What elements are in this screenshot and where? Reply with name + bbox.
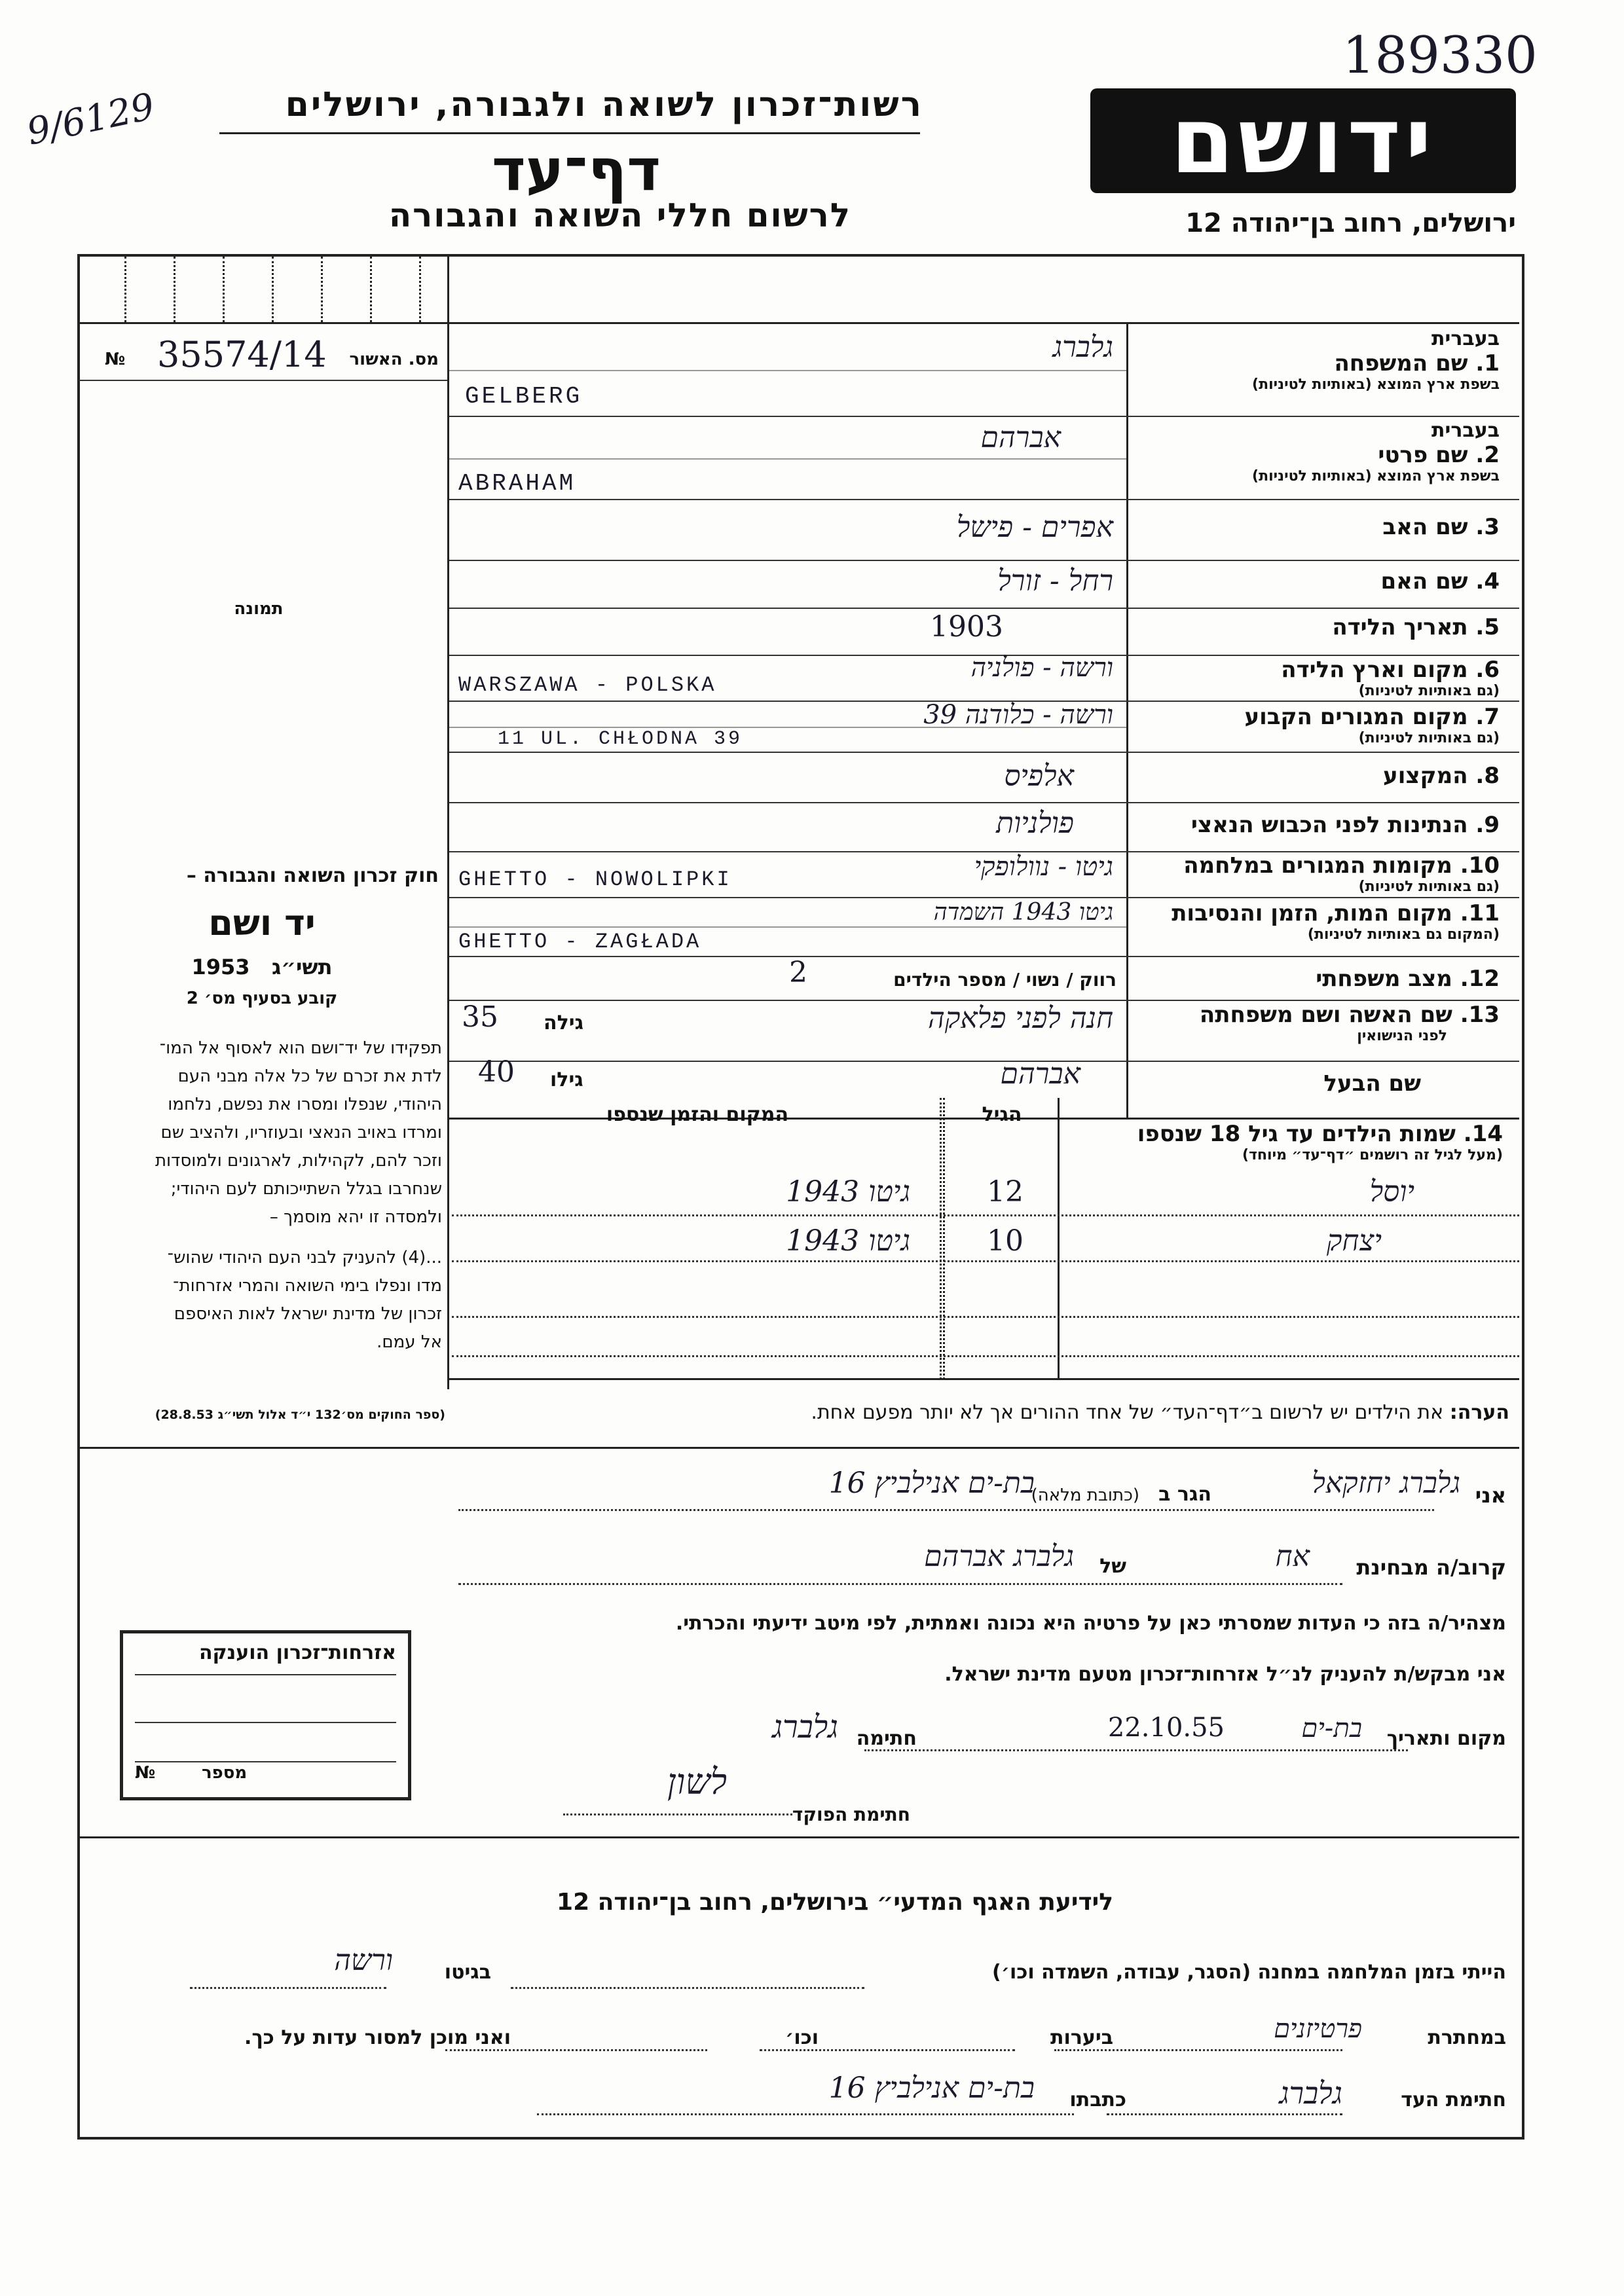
decl-of-label: של: [1099, 1555, 1126, 1578]
field-2-sub: בשפת ארץ המוצא (באותיות לטיניות): [1252, 468, 1500, 484]
citizenship-box-num-prefix: №: [135, 1763, 156, 1783]
law-citation: (ספר החוקים מס׳132 י״ד אלול תשי״ג 28.8.53): [155, 1408, 445, 1422]
bottom-line-1: [92, 1944, 1506, 2000]
decl-i-label: אני: [1475, 1483, 1506, 1508]
field-11-num: 11.: [1460, 900, 1500, 926]
field-5-num: 5.: [1475, 614, 1500, 640]
form-title: דף־עד: [492, 136, 661, 204]
bottom-camp-value: פרטיזנים: [1274, 2014, 1362, 2044]
field-2-value-hebrew: אברהם: [980, 421, 1061, 454]
decl-statement-2: אני מבקש/ת להעניק לנ״ל אזרחות־זכרון מטעם מדינת ישראל.: [944, 1663, 1506, 1686]
photo-label: תמונה: [234, 599, 284, 619]
field-4-num: 4.: [1475, 568, 1500, 594]
decl-signature-value: גלברג: [772, 1709, 838, 1745]
child-2-age: 10: [987, 1224, 1024, 1258]
husband-age-label: גילו: [550, 1068, 583, 1091]
decl-relation-value: אח: [1275, 1540, 1310, 1573]
field-2-label-text: שם פרטי: [1378, 442, 1468, 468]
field-11-label-text: מקום המות, הזמן והנסיבות: [1172, 900, 1452, 926]
decl-statement-1: מצהיר/ה בזה כי העדות שמסרתי כאן על פרטיה היא נכונה ואמתית, לפי מיטב ידיעתי והכרתי.: [675, 1612, 1506, 1635]
field-4-label: [1133, 568, 1500, 594]
field-1-hebrew-label: בעברית: [1431, 327, 1500, 350]
decl-of-value: גלברג אברהם: [924, 1540, 1074, 1573]
decl-place-date-label: מקום ותאריך: [1386, 1727, 1506, 1750]
field-8-label: [1133, 763, 1500, 789]
field-10-label-text: מקומות המגורים במלחמה: [1183, 852, 1452, 879]
field-2-hebrew-label: בעברית: [1431, 419, 1500, 442]
archive-number: 189330: [1342, 26, 1538, 85]
bottom-sign-label: חתימת העד: [1401, 2088, 1506, 2111]
decl-signature-label: חתימה: [856, 1727, 917, 1750]
field-2-label: [1133, 442, 1500, 468]
label-column-divider: [1126, 322, 1128, 1118]
field-7-value-hebrew: ורשה - כלודנה 39: [923, 700, 1113, 730]
law-year: [85, 955, 439, 979]
field-7-label-block: [1133, 704, 1500, 746]
id-label: מס. האשור: [349, 350, 439, 369]
field-6-num: 6.: [1475, 657, 1500, 683]
declaration-line-inspector: [452, 1761, 910, 1833]
field-10-value-latin: GHETTO - NOWOLIPKI: [458, 867, 732, 892]
yad-vashem-logo: [1090, 88, 1516, 193]
bottom-etc-label: וכו׳: [785, 2026, 819, 2049]
husband-label: שם הבעל: [1323, 1070, 1421, 1097]
authority-line: רשות־זכרון לשואה ולגבורה, ירושלים: [285, 85, 923, 124]
law-text-1: תפקידו של יד־ושם הוא לאסוף אל המו־ לדת את זכרם של כל אלה מבני העם היהודי, שנפלו ומסרו את נפשם, נלחמו ומרדו באויב הנאצי ובעוזריו, ולהציב שם וזכר להם, לקהילות, לארגונים ולמוסדות שנחרבו בגלל השתייכותם לעם היהודי; ולמסדה זו יהא מוסמך –: [155, 1038, 442, 1227]
field-12-label: [1133, 966, 1500, 992]
field-12-value: 2: [789, 956, 807, 989]
field-2-label-block: [1133, 419, 1500, 484]
id-no-label: №: [105, 350, 126, 369]
field-9-label-text: הנתינות לפני הכבוש הנאצי: [1190, 812, 1468, 838]
field-2-num: 2.: [1475, 442, 1500, 468]
field-7-label-text: מקום המגורים הקבוע: [1244, 704, 1468, 730]
field-12-num: 12.: [1460, 966, 1500, 992]
field-10-label: [1133, 852, 1500, 879]
field-7-sub: (גם באותיות לטיניות): [1358, 730, 1500, 746]
field-10-label-block: [1133, 852, 1500, 895]
field-6-value-hebrew: ורשה - פולניה: [970, 653, 1113, 683]
field-12-label-text: מצב משפחתי: [1316, 966, 1452, 992]
field-14-col-place: המקום והזמן שנספו: [606, 1103, 789, 1126]
bottom-line-2-tail: ואני מוכן למסור עדות על כך.: [244, 2026, 511, 2049]
field-13-age-label: גילה: [544, 1011, 583, 1034]
field-6-label-block: [1133, 657, 1500, 699]
decl-inspector-value: לשון: [667, 1761, 727, 1802]
law-clause: קובע בסעיף מס׳ 2: [186, 989, 338, 1008]
note-text: את הילדים יש לרשום ב״דף־העד״ של אחד ההורים אך לא יותר מפעם אחת.: [811, 1401, 1444, 1424]
field-3-value: אפרים - פישל: [956, 511, 1113, 544]
field-8-num: 8.: [1475, 763, 1500, 789]
declaration-line-place: [452, 1709, 1506, 1761]
field-4-value: רחל - זורל: [997, 564, 1113, 598]
declaration-line-1: [452, 1463, 1506, 1522]
field-1-value-latin: GELBERG: [465, 383, 583, 410]
field-9-num: 9.: [1475, 812, 1500, 838]
field-1-num: 1.: [1475, 350, 1500, 376]
bottom-ghetto-value: ורשה: [334, 1944, 393, 1977]
field-1-label-text: שם המשפחה: [1334, 350, 1468, 376]
bottom-line-1-label: הייתי בזמן המלחמה במחנה (הסגר, עבודה, השמדה וכו׳): [992, 1961, 1506, 1984]
field-11-label-block: [1133, 900, 1500, 943]
bottom-camp-label: במחתרת: [1428, 2026, 1506, 2049]
decl-date-value: 22.10.55: [1107, 1713, 1225, 1743]
field-12-options: רווק / נשוי / מספר הילדים: [893, 969, 1116, 991]
citizenship-box-title: אזרחות־זכרון הוענקה: [198, 1641, 396, 1664]
field-14-label-block: [1064, 1121, 1503, 1163]
field-4-label-text: שם האם: [1380, 568, 1468, 594]
bottom-sign-value: גלברג: [1279, 2075, 1342, 2111]
field-6-sub: (גם באותיות לטיניות): [1358, 683, 1500, 699]
field-6-label: [1133, 657, 1500, 683]
law-text-2: ...(4) להעניק לבני העם היהודי שהוש־ מדו ונפלו בימי השואה והמרי אזרחות־ זכרון של מדינת ישראל לאות האיספם אל עמם.: [167, 1248, 442, 1352]
field-3-num: 3.: [1475, 514, 1500, 540]
field-13-label: [1133, 1002, 1500, 1028]
child-2-name: יצחק: [1326, 1224, 1382, 1258]
field-5-label-text: תאריך הלידה: [1332, 614, 1468, 640]
margin-note: 9/6129: [23, 85, 158, 154]
left-column-divider: [447, 257, 449, 1389]
law-name: יד ושם: [208, 902, 316, 943]
child-2-place: גיטו 1943: [786, 1224, 910, 1258]
logo-text: ידושם: [1170, 87, 1436, 194]
field-14-num: 14.: [1463, 1121, 1503, 1147]
field-11-sub: (המקום גם באותיות לטיניות): [1307, 926, 1500, 943]
decl-name-value: גלברג יחזקאל: [1312, 1467, 1460, 1500]
field-7-label: [1133, 704, 1500, 730]
child-1-name: יוסל: [1369, 1175, 1414, 1209]
field-14-col-age: הגיל: [982, 1103, 1022, 1126]
bottom-line-2: [92, 2013, 1506, 2066]
field-8-label-text: המקצוע: [1383, 763, 1468, 789]
field-13-num: 13.: [1460, 1002, 1500, 1028]
field-5-label: [1133, 614, 1500, 640]
id-value: 35574/14: [157, 334, 327, 375]
field-8-value: אלפיס: [1004, 759, 1074, 793]
child-1-place: גיטו 1943: [786, 1175, 910, 1209]
field-13-label-text: שם האשה ושם משפחתה: [1199, 1002, 1452, 1028]
husband-age: 40: [478, 1055, 515, 1089]
field-10-sub: (גם באותיות לטיניות): [1358, 879, 1500, 895]
note-label: הערה:: [1449, 1401, 1509, 1424]
field-6-value-latin: WARSZAWA - POLSKA: [458, 673, 717, 697]
law-year-greg: 1953: [191, 955, 250, 979]
field-3-label: [1133, 514, 1500, 540]
field-14-sub: (מעל לגיל זה רושמים ״דף־עד״ מיוחד): [1242, 1147, 1503, 1163]
law-title: חוק זכרון השואה והגבורה –: [186, 864, 439, 887]
decl-inspector-label: חתימת הפוקד: [792, 1804, 910, 1825]
field-14-label-text: שמות הילדים עד גיל 18 שנספו: [1137, 1121, 1456, 1147]
id-underline: [79, 380, 447, 381]
form-subtitle: לרשום חללי השואה והגבורה: [388, 196, 851, 234]
field-10-num: 10.: [1460, 852, 1500, 879]
field-9-label: [1133, 812, 1500, 838]
field-13-value: חנה לפני פלאקה: [928, 1002, 1113, 1035]
citizenship-box-num-label: מספר: [202, 1763, 248, 1783]
bottom-line-3: [92, 2071, 1506, 2128]
bottom-addr-value: בת-ים אנילביץ 16: [828, 2071, 1035, 2105]
child-1-age: 12: [987, 1175, 1024, 1209]
field-11-label: [1133, 900, 1500, 926]
field-1-label-block: [1133, 327, 1500, 393]
field-2-value-latin: ABRAHAM: [458, 470, 576, 497]
bottom-heading: לידיעת האגף המדעי״ בירושלים, רחוב בן־יהודה 12: [557, 1889, 1113, 1916]
field-3-label-text: שם האב: [1382, 514, 1468, 540]
field-14-label: [1064, 1121, 1503, 1147]
note-row: [458, 1401, 1509, 1424]
field-13-age: 35: [462, 1000, 498, 1034]
field-1-sub: בשפת ארץ המוצא (באותיות לטיניות): [1252, 376, 1500, 393]
field-1-label: [1133, 350, 1500, 376]
decl-resides-label: הגר ב: [1158, 1483, 1211, 1506]
id-row: [105, 334, 445, 375]
field-10-value-hebrew: גיטו - נוולופקי: [974, 852, 1113, 882]
law-year-heb: תשי״ג: [271, 955, 333, 979]
authority-underline: [219, 132, 920, 134]
decl-address-value: בת-ים אנילביץ 16: [828, 1467, 1035, 1500]
field-9-value: פולניות: [996, 807, 1074, 840]
field-11-value-hebrew: גיטו 1943 השמדה: [933, 899, 1113, 926]
decl-place-value: בת-ים: [1301, 1713, 1362, 1743]
bottom-forest-label: ביערות: [1050, 2026, 1113, 2049]
field-11-value-latin: GHETTO - ZAGŁADA: [458, 930, 702, 954]
bottom-addr-label: כתבתו: [1069, 2088, 1126, 2111]
field-5-value: 1903: [930, 610, 1003, 644]
field-13-sub: לפני הנישואין: [1357, 1028, 1447, 1044]
field-13-label-block: [1133, 1002, 1500, 1044]
field-6-label-text: מקום וארץ הלידה: [1281, 657, 1468, 683]
bottom-ghetto-label: בגיטו: [444, 1961, 491, 1984]
field-1-value-hebrew: גלברג: [1052, 331, 1113, 364]
citizenship-box: [120, 1630, 411, 1800]
decl-relation-label: קרוב/ה מבחינת: [1356, 1555, 1506, 1580]
field-7-value-latin: 11 UL. CHŁODNA 39: [498, 728, 743, 750]
top-strip-line: [79, 322, 1519, 324]
field-7-num: 7.: [1475, 704, 1500, 730]
husband-value: אברהם: [1000, 1057, 1080, 1091]
decl-address-hint: (כתובת מלאה): [1031, 1485, 1139, 1505]
address: ירושלים, רחוב בן־יהודה 12: [1185, 208, 1516, 238]
